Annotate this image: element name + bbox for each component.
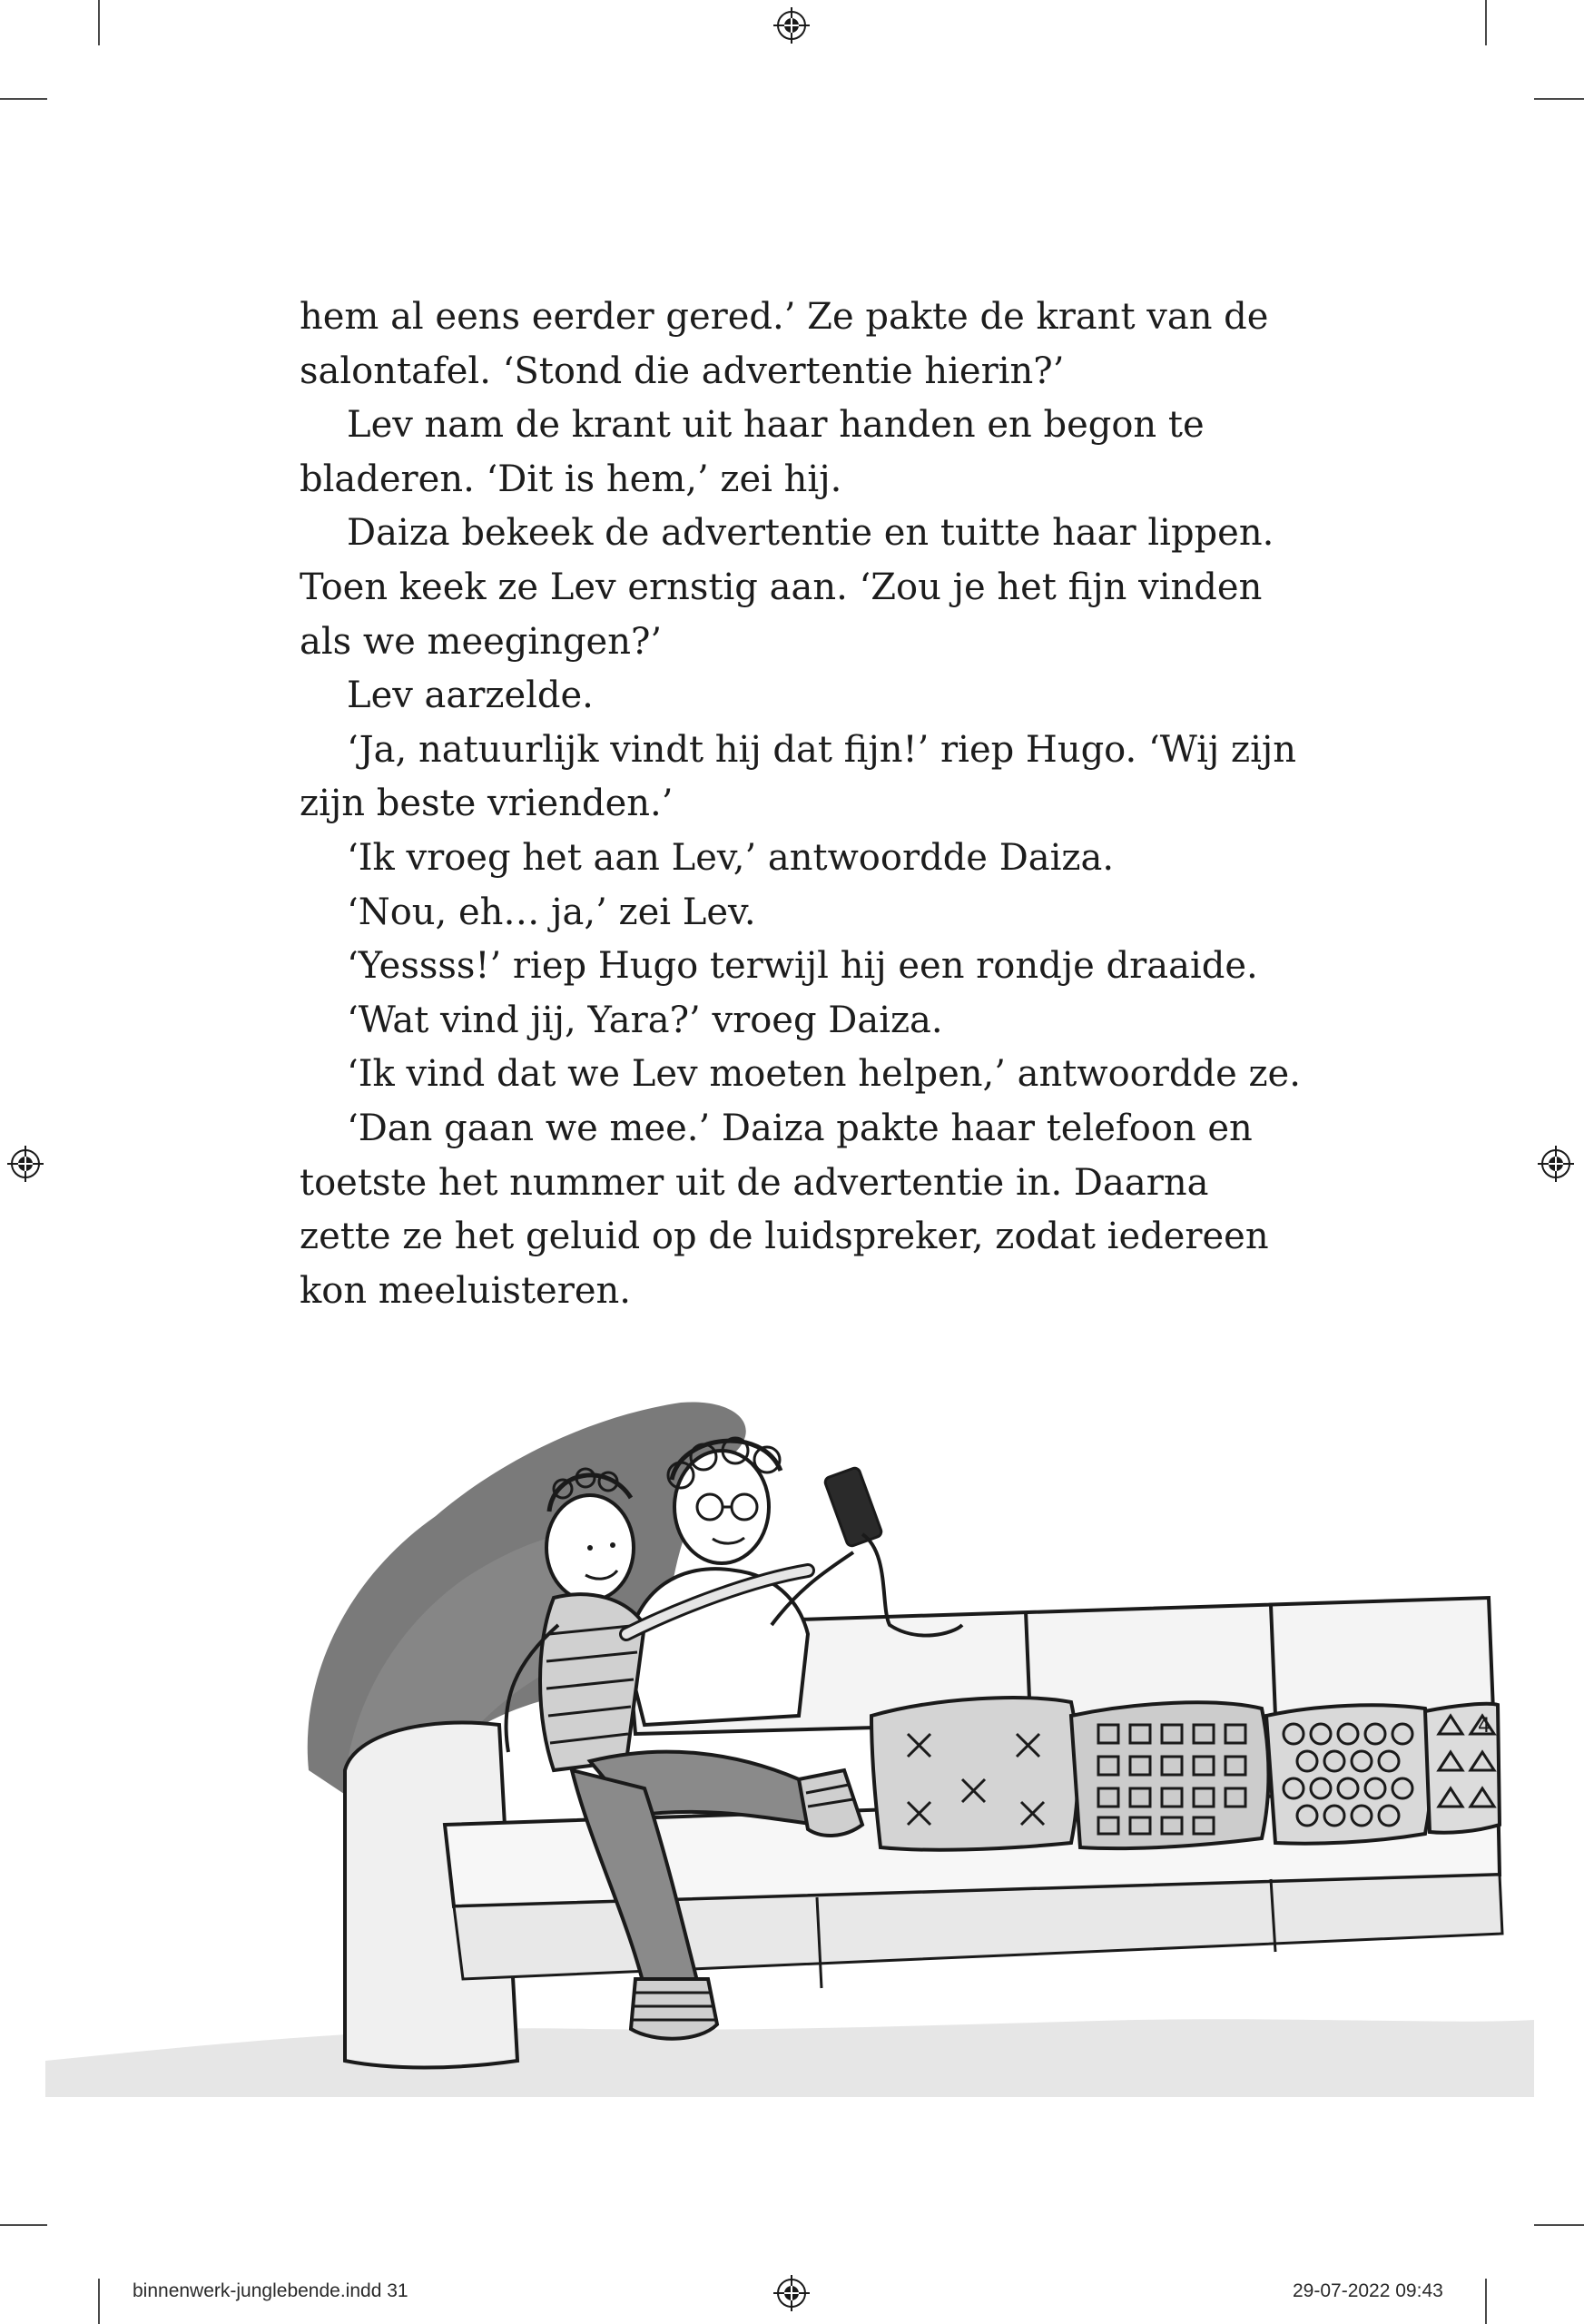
registration-mark-icon bbox=[7, 1146, 44, 1182]
pillow bbox=[1266, 1705, 1432, 1843]
text-line: Lev aarzelde. bbox=[347, 675, 594, 717]
text-line: Toen keek ze Lev ernstig aan. ‘Zou je het fijn vinden bbox=[300, 566, 1263, 608]
crop-mark bbox=[1485, 2279, 1487, 2324]
phone-icon bbox=[824, 1467, 883, 1548]
couch-illustration bbox=[45, 1353, 1539, 2097]
paragraph bbox=[300, 832, 1316, 886]
text-line: ‘Ik vind dat we Lev moeten helpen,’ antwoordde ze. bbox=[347, 1053, 1301, 1096]
text-line: toetste het nummer uit de advertentie in. Daarna bbox=[300, 1161, 1209, 1204]
paragraph bbox=[300, 507, 1316, 669]
registration-mark-icon bbox=[773, 7, 810, 44]
slug-datetime: 29-07-2022 09:43 bbox=[1293, 2280, 1443, 2301]
paragraph bbox=[300, 669, 1316, 724]
text-line: ‘Dan gaan we mee.’ Daiza pakte haar telefoon en bbox=[347, 1107, 1253, 1149]
text-line: bladeren. ‘Dit is hem,’ zei hij. bbox=[300, 458, 842, 500]
slug-filename: binnenwerk-junglebende.indd 31 bbox=[133, 2280, 408, 2301]
story-text bbox=[300, 290, 1316, 1318]
text-line: Daiza bekeek de advertentie en tuitte haar lippen. bbox=[347, 512, 1274, 555]
crop-mark bbox=[1534, 2224, 1584, 2226]
crop-mark bbox=[98, 0, 100, 45]
striped-sock bbox=[799, 1770, 862, 1836]
text-line: ‘Ja, natuurlijk vindt hij dat fijn!’ riep Hugo. ‘Wij zijn bbox=[347, 728, 1297, 771]
text-line: als we meegingen?’ bbox=[300, 620, 663, 663]
paragraph bbox=[300, 399, 1316, 507]
registration-mark-icon bbox=[773, 2275, 810, 2311]
crop-mark bbox=[98, 2279, 100, 2324]
pillow bbox=[1425, 1704, 1500, 1833]
paragraph bbox=[300, 940, 1316, 994]
crop-mark bbox=[1485, 0, 1487, 45]
pillow bbox=[1071, 1702, 1269, 1848]
text-line: ‘Ik vroeg het aan Lev,’ antwoordde Daiza. bbox=[347, 836, 1115, 879]
text-line: zijn beste vrienden.’ bbox=[300, 783, 674, 825]
paragraph bbox=[300, 724, 1316, 832]
paragraph bbox=[300, 886, 1316, 940]
text-line: Lev nam de krant uit haar handen en begon te bbox=[347, 404, 1205, 447]
paragraph bbox=[300, 290, 1316, 399]
pillow bbox=[871, 1698, 1078, 1850]
paragraph bbox=[300, 1102, 1316, 1318]
striped-sock bbox=[631, 1979, 717, 2039]
pillow-number: 4 bbox=[1478, 1715, 1491, 1738]
text-line: ‘Wat vind jij, Yara?’ vroeg Daiza. bbox=[347, 999, 943, 1041]
text-line: kon meeluisteren. bbox=[300, 1269, 631, 1312]
text-line: salontafel. ‘Stond die advertentie hierin?’ bbox=[300, 350, 1065, 392]
crop-mark bbox=[0, 2224, 47, 2226]
paragraph bbox=[300, 1048, 1316, 1102]
paragraph bbox=[300, 994, 1316, 1049]
crop-mark bbox=[1534, 98, 1584, 100]
floor-wash bbox=[45, 2019, 1534, 2097]
text-line: ‘Nou, eh… ja,’ zei Lev. bbox=[347, 891, 756, 933]
crop-mark bbox=[0, 98, 47, 100]
text-line: zette ze het geluid op de luidspreker, zodat iedereen bbox=[300, 1216, 1269, 1258]
text-line: hem al eens eerder gered.’ Ze pakte de krant van de bbox=[300, 296, 1269, 338]
text-line: ‘Yessss!’ riep Hugo terwijl hij een rondje draaide. bbox=[347, 945, 1258, 988]
registration-mark-icon bbox=[1538, 1146, 1574, 1182]
